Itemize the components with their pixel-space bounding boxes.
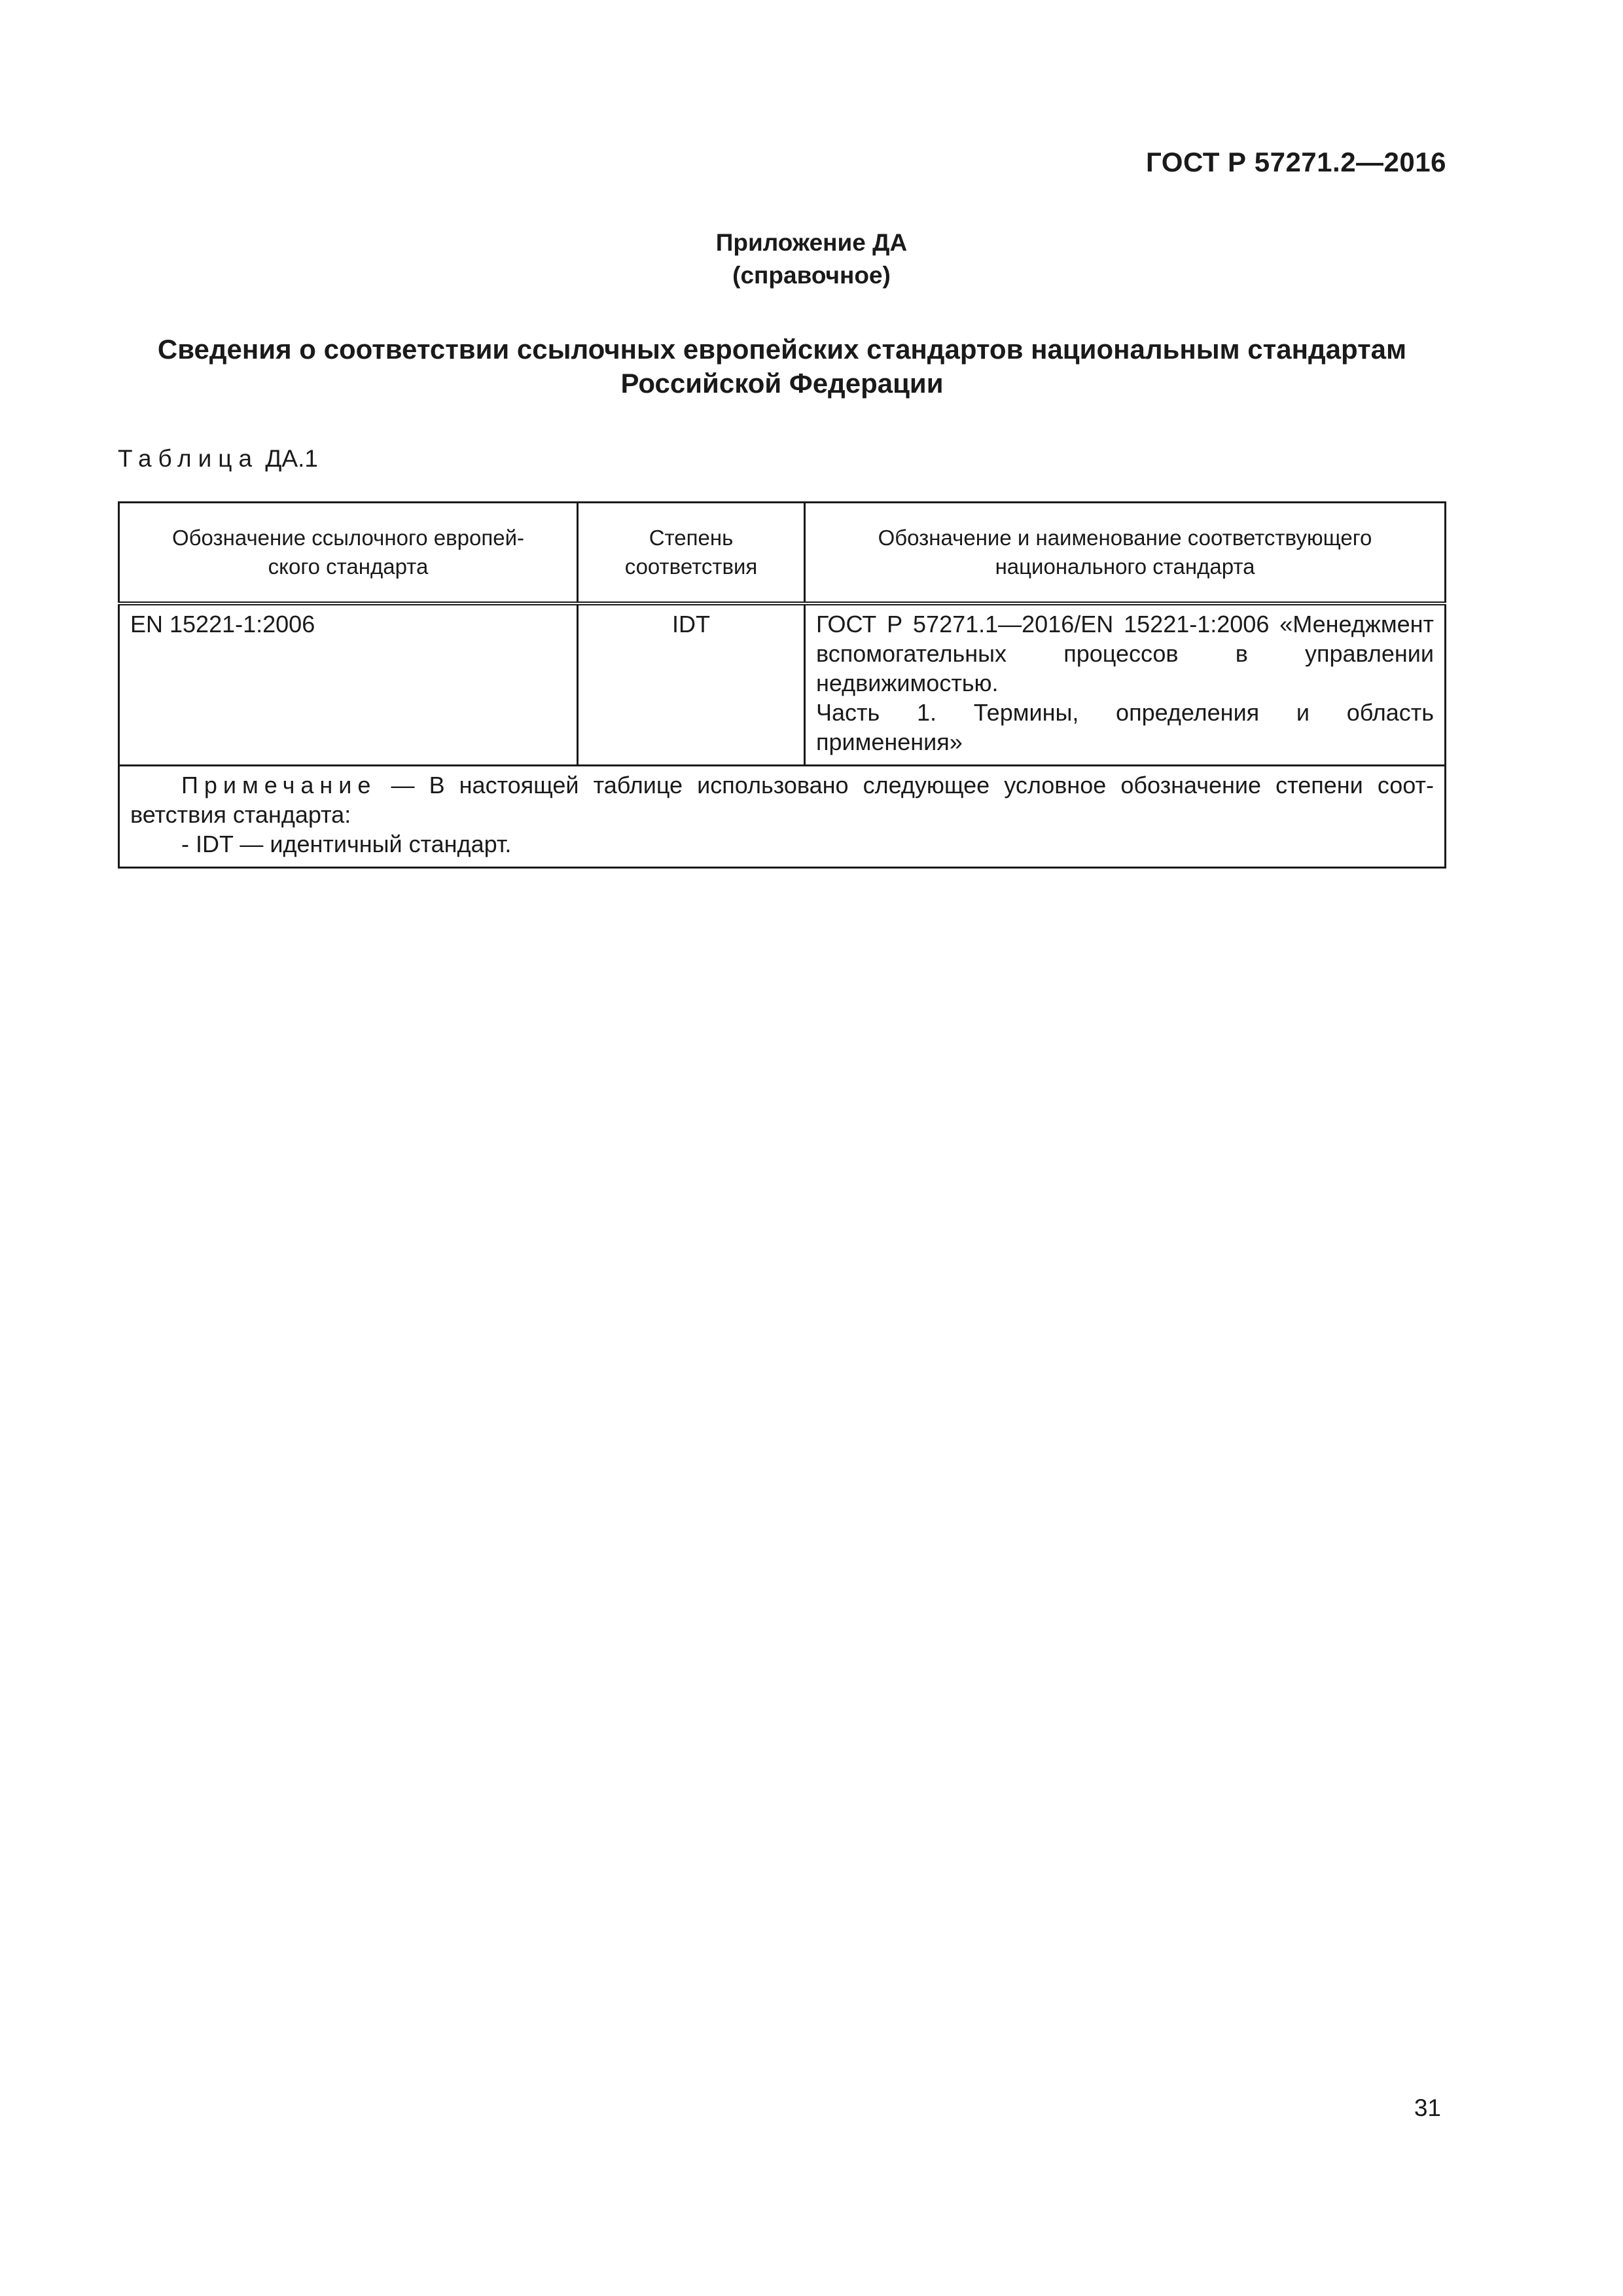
cell-reference-standard: EN 15221-1:2006 <box>119 603 578 766</box>
table-note <box>119 766 1446 868</box>
table-caption-number: ДА.1 <box>265 445 318 472</box>
page-number: 31 <box>1414 2094 1441 2121</box>
note-line-3: - IDT — идентичный стандарт. <box>181 831 512 857</box>
section-title <box>118 332 1446 401</box>
table-note-row <box>119 766 1446 868</box>
section-title-line-1: Сведения о соответствии ссылочных европейских стандартов национальным стандартам <box>157 334 1407 365</box>
header-reference-line-2: ского стандарта <box>268 554 429 579</box>
header-national-line-2: национального стандарта <box>995 554 1255 579</box>
national-line-2: вспомогательных процессов в управлении недвижимостью. <box>816 640 1434 696</box>
appendix-heading <box>0 226 1623 292</box>
header-national-line-1: Обозначение и наименование соответствующего <box>878 526 1372 550</box>
table-caption <box>118 445 318 473</box>
table-row <box>119 603 1446 766</box>
header-degree-line-1: Степень <box>649 526 734 550</box>
cell-national-standard <box>805 603 1446 766</box>
note-line-1 <box>130 770 1434 800</box>
header-degree-line-2: соответствия <box>624 554 758 579</box>
section-title-line-2: Российской Федерации <box>620 368 944 399</box>
table-caption-label: Таблица <box>118 445 259 472</box>
table-header-row <box>119 503 1446 604</box>
appendix-title: Приложение ДА <box>715 229 908 256</box>
header-degree <box>578 503 805 604</box>
cell-degree: IDT <box>578 603 805 766</box>
document-code: ГОСТ Р 57271.2—2016 <box>1146 147 1446 177</box>
national-line-1: ГОСТ Р 57271.1—2016/EN 15221-1:2006 «Менеджмент <box>816 611 1434 637</box>
appendix-type: (справочное) <box>732 262 891 289</box>
header-reference-line-1: Обозначение ссылочного европей- <box>171 526 525 550</box>
note-label: Примечание <box>181 772 377 798</box>
header-national-standard <box>805 503 1446 604</box>
note-text-1: — В настоящей таблице использовано следующее условное обозначение степени соот- <box>376 772 1434 798</box>
header-reference-standard <box>119 503 578 604</box>
national-line-3: Часть 1. Термины, определения и область применения» <box>816 699 1434 755</box>
correspondence-table <box>118 501 1446 869</box>
note-line-2: ветствия стандарта: <box>130 801 351 828</box>
